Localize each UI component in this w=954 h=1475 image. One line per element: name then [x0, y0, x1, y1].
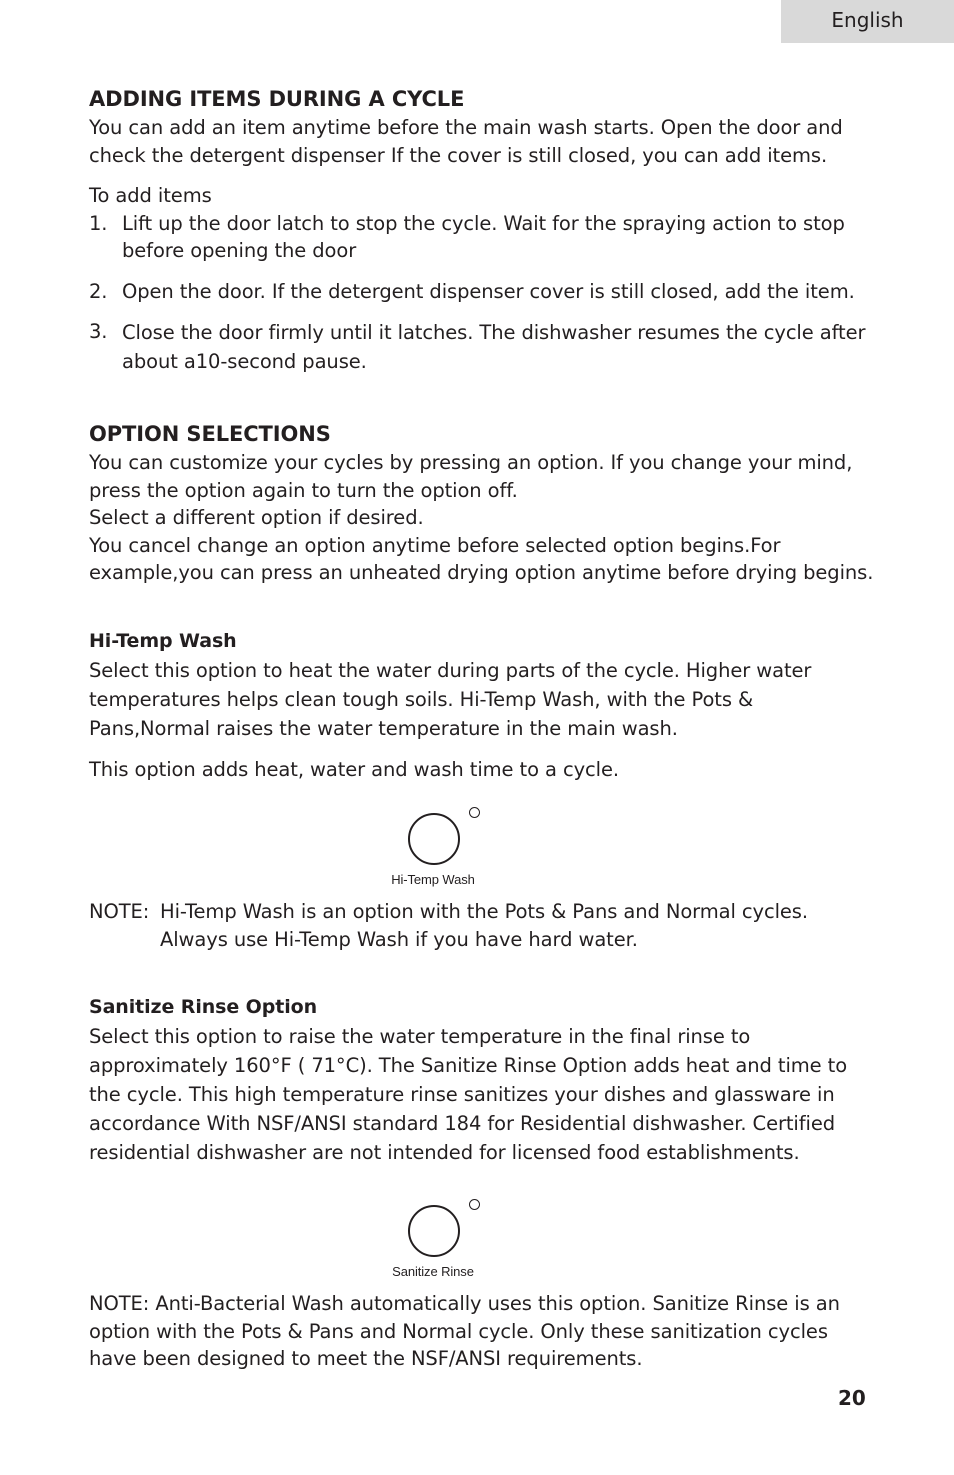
- step-text: Close the door firmly until it latches. The dishwasher resumes the cycle after about a10-second pause.: [122, 321, 866, 373]
- section-title-adding-items: ADDING ITEMS DURING A CYCLE: [89, 87, 465, 111]
- option-selections-p2: Select a different option if desired.: [89, 506, 424, 529]
- adding-items-intro: You can add an item anytime before the main wash starts. Open the door and check the detergent dispenser If the cover is still closed, you can add items.: [89, 116, 843, 167]
- step-text: Lift up the door latch to stop the cycle. Wait for the spraying action to stop before opening the door: [122, 211, 845, 262]
- note-label: NOTE:: [89, 900, 150, 923]
- sanitize-rinse-button-icon: [408, 1205, 460, 1257]
- indicator-light-icon: [469, 1199, 480, 1210]
- add-items-steps: [89, 210, 879, 377]
- list-item: [89, 318, 879, 376]
- option-selections-p1: You can customize your cycles by pressing an option. If you change your mind, press the option again to turn the option off.: [89, 451, 853, 502]
- list-item: [89, 210, 879, 265]
- sanitize-rinse-note: NOTE: Anti-Bacterial Wash automatically uses this option. Sanitize Rinse is an option with the Pots & Pans and Normal cycle. Only these sanitization cycles have been designed to meet the NSF/ANSI requirements.: [89, 1292, 840, 1370]
- sanitize-rinse-button-figure: [348, 1195, 528, 1290]
- to-add-items-label: To add items: [89, 184, 212, 207]
- step-number: 1.: [89, 211, 108, 235]
- hi-temp-wash-button-icon: [408, 813, 460, 865]
- language-tab: English: [781, 0, 954, 43]
- hi-temp-wash-note: [89, 898, 879, 953]
- page-number: 20: [838, 1386, 866, 1410]
- option-selections-p3: You cancel change an option anytime before selected option begins.For example,you can press an unheated drying option anytime before drying begins.: [89, 533, 874, 584]
- hi-temp-wash-button-label: Hi-Temp Wash: [391, 872, 475, 887]
- page-content: [89, 84, 879, 1373]
- note-text: Hi-Temp Wash is an option with the Pots & Pans and Normal cycles. Always use Hi-Temp Wash if you have hard water.: [160, 900, 808, 951]
- step-text: Open the door. If the detergent dispenser cover is still closed, add the item.: [122, 279, 855, 303]
- sanitize-rinse-title: Sanitize Rinse Option: [89, 996, 318, 1018]
- hi-temp-wash-button-figure: [348, 803, 528, 898]
- section-title-option-selections: OPTION SELECTIONS: [89, 422, 331, 446]
- hi-temp-wash-p1: Select this option to heat the water during parts of the cycle. Higher water temperatures helps clean tough soils. Hi-Temp Wash, with the Pots & Pans,Normal raises the water temperature in the main wash.: [89, 658, 812, 740]
- list-item: [89, 278, 879, 306]
- step-number: 2.: [89, 279, 108, 303]
- hi-temp-wash-p2: This option adds heat, water and wash time to a cycle.: [89, 757, 619, 781]
- step-number: 3.: [89, 320, 108, 343]
- sanitize-rinse-button-label: Sanitize Rinse: [392, 1264, 474, 1279]
- sanitize-rinse-p1: Select this option to raise the water temperature in the final rinse to approximately 160°F ( 71°C). The Sanitize Rinse Option adds heat and time to the cycle. This high temperature rinse sanitizes your dishes and glassware in accordance With NSF/ANSI standard 184 for Residential dishwasher. Certified residential dishwasher are not intended for licensed food establishments.: [89, 1025, 848, 1164]
- indicator-light-icon: [469, 807, 480, 818]
- hi-temp-wash-title: Hi-Temp Wash: [89, 629, 237, 652]
